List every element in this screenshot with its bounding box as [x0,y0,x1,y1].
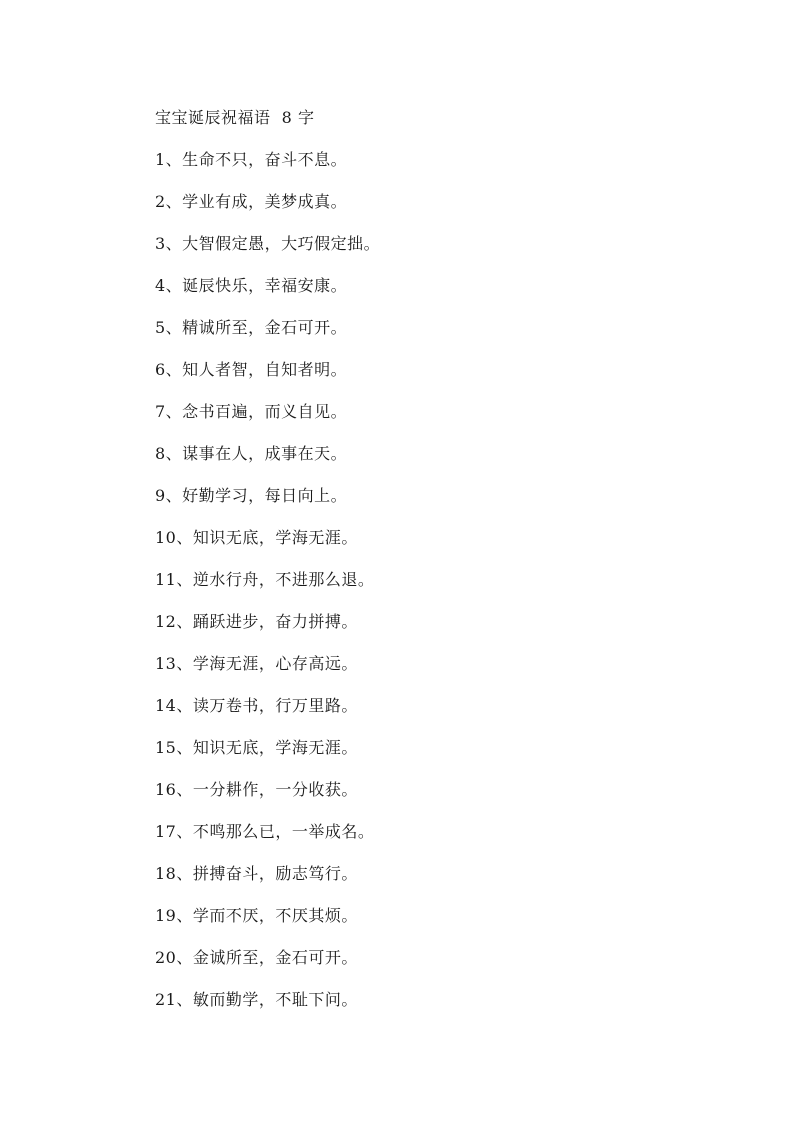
list-item: 12、踊跃进步，奋力拼搏。 [155,612,358,631]
list-item: 14、读万卷书，行万里路。 [155,696,358,715]
list-item: 18、拼搏奋斗，励志笃行。 [155,864,358,883]
list-item: 21、敏而勤学，不耻下问。 [155,990,358,1009]
list-item: 4、诞辰快乐，幸福安康。 [155,276,348,295]
list-item: 15、知识无底，学海无涯。 [155,738,358,757]
list-item: 11、逆水行舟，不进那么退。 [155,570,375,589]
list-item: 16、一分耕作，一分收获。 [155,780,358,799]
list-item: 3、大智假定愚，大巧假定拙。 [155,234,381,253]
list-item: 20、金诚所至，金石可开。 [155,948,358,967]
document-title: 宝宝诞辰祝福语 8 字 [155,108,315,127]
list-item: 17、不鸣那么已，一举成名。 [155,822,375,841]
list-item: 1、生命不只，奋斗不息。 [155,150,348,169]
list-item: 6、知人者智，自知者明。 [155,360,348,379]
blessing-list [155,145,380,1027]
list-item: 5、精诚所至，金石可开。 [155,318,348,337]
list-item: 19、学而不厌，不厌其烦。 [155,906,358,925]
list-item: 8、谋事在人，成事在天。 [155,444,348,463]
list-item: 2、学业有成，美梦成真。 [155,192,348,211]
list-item: 7、念书百遍，而义自见。 [155,402,348,421]
list-item: 10、知识无底，学海无涯。 [155,528,358,547]
list-item: 13、学海无涯，心存高远。 [155,654,358,673]
list-item: 9、好勤学习，每日向上。 [155,486,348,505]
